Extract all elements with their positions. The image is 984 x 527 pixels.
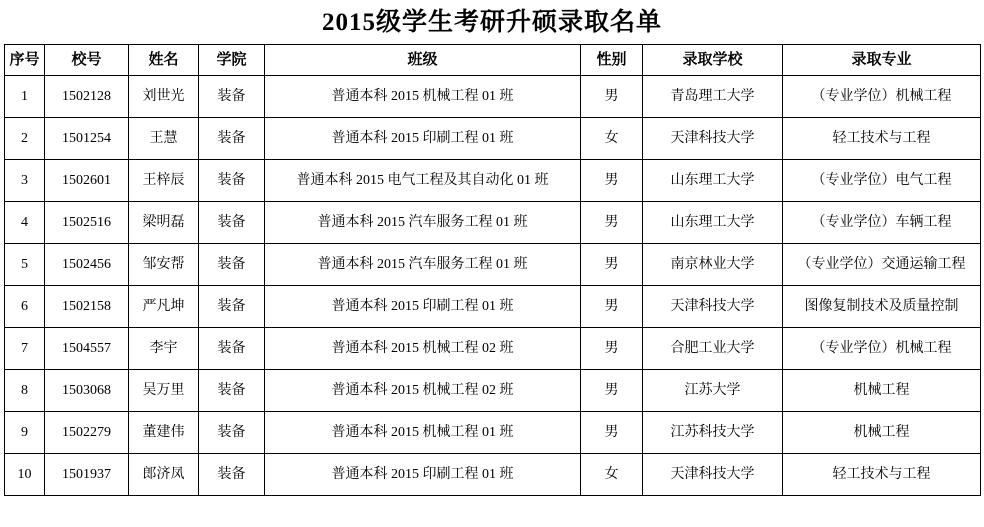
cell-school: 天津科技大学 xyxy=(643,286,783,328)
cell-school: 青岛理工大学 xyxy=(643,76,783,118)
cell-gender: 男 xyxy=(581,76,643,118)
cell-major: （专业学位）车辆工程 xyxy=(783,202,981,244)
column-header-college: 学院 xyxy=(199,45,265,76)
cell-gender: 女 xyxy=(581,454,643,496)
cell-college: 装备 xyxy=(199,370,265,412)
cell-major: 图像复制技术及质量控制 xyxy=(783,286,981,328)
cell-college: 装备 xyxy=(199,76,265,118)
cell-gender: 男 xyxy=(581,160,643,202)
table-row xyxy=(5,244,981,286)
cell-class: 普通本科 2015 印刷工程 01 班 xyxy=(265,118,581,160)
cell-name: 刘世光 xyxy=(129,76,199,118)
cell-major: 机械工程 xyxy=(783,370,981,412)
cell-sid: 1504557 xyxy=(45,328,129,370)
column-header-major: 录取专业 xyxy=(783,45,981,76)
cell-gender: 女 xyxy=(581,118,643,160)
cell-gender: 男 xyxy=(581,328,643,370)
cell-school: 江苏科技大学 xyxy=(643,412,783,454)
cell-sid: 1502128 xyxy=(45,76,129,118)
table-row xyxy=(5,160,981,202)
cell-index: 10 xyxy=(5,454,45,496)
column-header-class: 班级 xyxy=(265,45,581,76)
cell-major: （专业学位）电气工程 xyxy=(783,160,981,202)
column-header-index: 序号 xyxy=(5,45,45,76)
cell-class: 普通本科 2015 机械工程 01 班 xyxy=(265,76,581,118)
cell-class: 普通本科 2015 电气工程及其自动化 01 班 xyxy=(265,160,581,202)
cell-index: 2 xyxy=(5,118,45,160)
cell-name: 王慧 xyxy=(129,118,199,160)
table-header xyxy=(5,45,981,76)
cell-gender: 男 xyxy=(581,286,643,328)
table-row xyxy=(5,286,981,328)
cell-school: 山东理工大学 xyxy=(643,160,783,202)
cell-major: （专业学位）机械工程 xyxy=(783,76,981,118)
cell-gender: 男 xyxy=(581,412,643,454)
cell-major: （专业学位）机械工程 xyxy=(783,328,981,370)
cell-college: 装备 xyxy=(199,244,265,286)
cell-school: 天津科技大学 xyxy=(643,454,783,496)
cell-index: 6 xyxy=(5,286,45,328)
cell-sid: 1502516 xyxy=(45,202,129,244)
cell-name: 邹安帮 xyxy=(129,244,199,286)
column-header-gender: 性别 xyxy=(581,45,643,76)
cell-sid: 1502158 xyxy=(45,286,129,328)
cell-college: 装备 xyxy=(199,328,265,370)
column-header-name: 姓名 xyxy=(129,45,199,76)
cell-class: 普通本科 2015 机械工程 02 班 xyxy=(265,328,581,370)
cell-college: 装备 xyxy=(199,454,265,496)
cell-class: 普通本科 2015 机械工程 01 班 xyxy=(265,412,581,454)
table-row xyxy=(5,370,981,412)
page-title: 2015级学生考研升硕录取名单 xyxy=(321,9,662,36)
cell-school: 天津科技大学 xyxy=(643,118,783,160)
cell-name: 李宇 xyxy=(129,328,199,370)
cell-class: 普通本科 2015 机械工程 02 班 xyxy=(265,370,581,412)
cell-gender: 男 xyxy=(581,244,643,286)
cell-major: 轻工技术与工程 xyxy=(783,118,981,160)
cell-index: 9 xyxy=(5,412,45,454)
cell-sid: 1501937 xyxy=(45,454,129,496)
table-row xyxy=(5,454,981,496)
column-header-sid: 校号 xyxy=(45,45,129,76)
table-header-row xyxy=(5,45,981,76)
cell-class: 普通本科 2015 汽车服务工程 01 班 xyxy=(265,202,581,244)
cell-gender: 男 xyxy=(581,370,643,412)
cell-name: 郎济凤 xyxy=(129,454,199,496)
cell-name: 吴万里 xyxy=(129,370,199,412)
cell-sid: 1501254 xyxy=(45,118,129,160)
cell-index: 8 xyxy=(5,370,45,412)
cell-college: 装备 xyxy=(199,160,265,202)
cell-index: 1 xyxy=(5,76,45,118)
admission-roster-table xyxy=(4,44,981,496)
cell-name: 王梓辰 xyxy=(129,160,199,202)
cell-major: 机械工程 xyxy=(783,412,981,454)
cell-school: 南京林业大学 xyxy=(643,244,783,286)
table-row xyxy=(5,328,981,370)
table-row xyxy=(5,412,981,454)
cell-index: 4 xyxy=(5,202,45,244)
cell-college: 装备 xyxy=(199,286,265,328)
cell-major: （专业学位）交通运输工程 xyxy=(783,244,981,286)
cell-class: 普通本科 2015 汽车服务工程 01 班 xyxy=(265,244,581,286)
table-row xyxy=(5,202,981,244)
cell-college: 装备 xyxy=(199,202,265,244)
cell-school: 合肥工业大学 xyxy=(643,328,783,370)
table-row xyxy=(5,76,981,118)
cell-class: 普通本科 2015 印刷工程 01 班 xyxy=(265,454,581,496)
cell-index: 5 xyxy=(5,244,45,286)
cell-name: 梁明磊 xyxy=(129,202,199,244)
cell-college: 装备 xyxy=(199,118,265,160)
cell-class: 普通本科 2015 印刷工程 01 班 xyxy=(265,286,581,328)
cell-major: 轻工技术与工程 xyxy=(783,454,981,496)
table-row xyxy=(5,118,981,160)
cell-school: 山东理工大学 xyxy=(643,202,783,244)
cell-school: 江苏大学 xyxy=(643,370,783,412)
cell-sid: 1502456 xyxy=(45,244,129,286)
cell-sid: 1502601 xyxy=(45,160,129,202)
cell-index: 7 xyxy=(5,328,45,370)
cell-sid: 1502279 xyxy=(45,412,129,454)
table-body xyxy=(5,76,981,496)
column-header-school: 录取学校 xyxy=(643,45,783,76)
cell-college: 装备 xyxy=(199,412,265,454)
cell-gender: 男 xyxy=(581,202,643,244)
cell-index: 3 xyxy=(5,160,45,202)
cell-sid: 1503068 xyxy=(45,370,129,412)
cell-name: 董建伟 xyxy=(129,412,199,454)
cell-name: 严凡坤 xyxy=(129,286,199,328)
